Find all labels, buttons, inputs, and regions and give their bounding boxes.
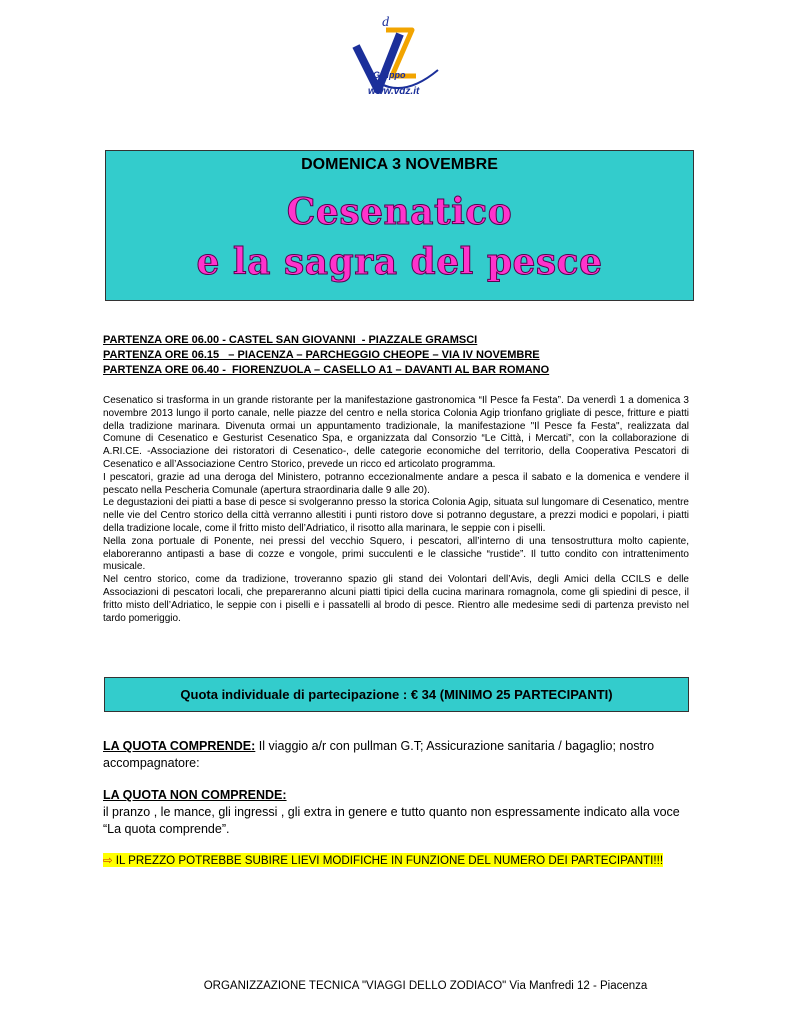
departure-line: PARTENZA ORE 06.15 – PIACENZA – PARCHEGGIO CHEOPE – VIA IV NOVEMBRE bbox=[103, 349, 540, 361]
includes-heading: LA QUOTA COMPRENDE: bbox=[103, 739, 256, 753]
includes-text: Il viaggio a/r con pullman G.T; Assicurazione sanitaria / bagaglio; nostro accompagnatore: bbox=[103, 739, 655, 770]
warning-text: IL PREZZO POTREBBE SUBIRE LIEVI MODIFICHE IN FUNZIONE DEL NUMERO DEI PARTECIPANTI!!! bbox=[115, 854, 664, 867]
event-title-line1: Cesenatico bbox=[286, 191, 513, 233]
includes-section bbox=[103, 738, 693, 772]
event-description bbox=[103, 395, 689, 625]
logo-url[interactable]: www.vdz.it bbox=[368, 86, 420, 97]
description-paragraph: Cesenatico si trasforma in un grande ristorante per la manifestazione gastronomica “Il Pesce fa Festa”. Da venerdì 1 a domenica 3 novembre 2013 lungo il porto canale, nelle piazze del centro e nella storica Colonia Agip trionfano grigliate di pesce, fritture e piatti della tradizione marinara. Divenuta ormai un appuntamento tradizionale, la manifestazione "Il Pesce fa Festa", realizzata dal Comune di Cesenatico e Gesturist Cesenatico Spa, e organizzata dal Consorzio “Le Città, i Mercati”, con la collaborazione di A.RI.CE. -Associazione dei ristoratori di Cesenatico-, delle categorie economiche del territorio, della Cooperativa Pescatori di Cesenatico e all’Associazione Centro Storico, prevede un ricco ed articolato programma. bbox=[103, 395, 689, 470]
description-paragraph: Le degustazioni dei piatti a base di pesce si svolgeranno presso la storica Colonia Agip, situata sul lungomare di Cesenatico, mentre nelle vie del Centro storico della città verranno allestiti i punti ristoro dove si potranno degustare, a prezzi modici e popolari, i piatti della tradizione locale, come il fritto misto dell’Adriatico, il risotto alla marinara, le seppie con i piselli. bbox=[103, 497, 689, 534]
description-paragraph: Nella zona portuale di Ponente, nei pressi del vecchio Squero, i pescatori, all’interno di una tensostruttura molto capiente, elaboreranno antipasti a base di cozze e vongole, primi succulenti e le classiche “rustide”. Il tutto condito con intrattenimento musicale. bbox=[103, 535, 689, 573]
footer: ORGANIZZAZIONE TECNICA "VIAGGI DELLO ZODIACO" Via Manfredi 12 - Piacenza bbox=[203, 980, 648, 992]
logo-subtitle: Gruppo bbox=[373, 70, 406, 80]
excludes-text: il pranzo , le mance, gli ingressi , gli extra in genere e tutto quanto non espressamente indicato alla voce “La quota comprende”. bbox=[103, 805, 680, 836]
svg-text:d: d bbox=[382, 15, 389, 30]
excludes-heading: LA QUOTA NON COMPRENDE: bbox=[103, 788, 287, 802]
event-date: DOMENICA 3 NOVEMBRE bbox=[301, 156, 498, 173]
title-banner bbox=[105, 150, 694, 301]
price-box: Quota individuale di partecipazione : € 34 (MINIMO 25 PARTECIPANTI) bbox=[104, 677, 689, 712]
description-paragraph: I pescatori, grazie ad una deroga del Ministero, potranno eccezionalmente andare a pesca il sabato e la domenica e vendere il pescato nella Pescheria Comunale (apertura straordinaria dalle 9 alle 20). bbox=[103, 471, 689, 496]
description-paragraph: Nel centro storico, come da tradizione, troveranno spazio gli stand dei Volontari dell’Avis, degli Amici della CCILS e delle Associazioni di pescatori locali, che prepareranno alcuni piatti tipici della cucina marinara romagnola, come gli spiedini di pesce, il fritto misto dell’Adriatico, le seppie con i piselli e i passatelli al brodo di pesce. Rientro alle medesime sedi di partenza previsto nel tardo pomeriggio. bbox=[103, 574, 689, 624]
arrow-right-icon: ⇨ bbox=[103, 854, 113, 867]
departure-line: PARTENZA ORE 06.40 - FIORENZUOLA – CASELLO A1 – DAVANTI AL BAR ROMANO bbox=[103, 364, 550, 376]
event-title-line2: e la sagra del pesce bbox=[196, 241, 603, 283]
departure-line: PARTENZA ORE 06.00 - CASTEL SAN GIOVANNI - PIAZZALE GRAMSCI bbox=[103, 334, 478, 346]
price-warning bbox=[103, 853, 663, 867]
excludes-section bbox=[103, 787, 693, 838]
